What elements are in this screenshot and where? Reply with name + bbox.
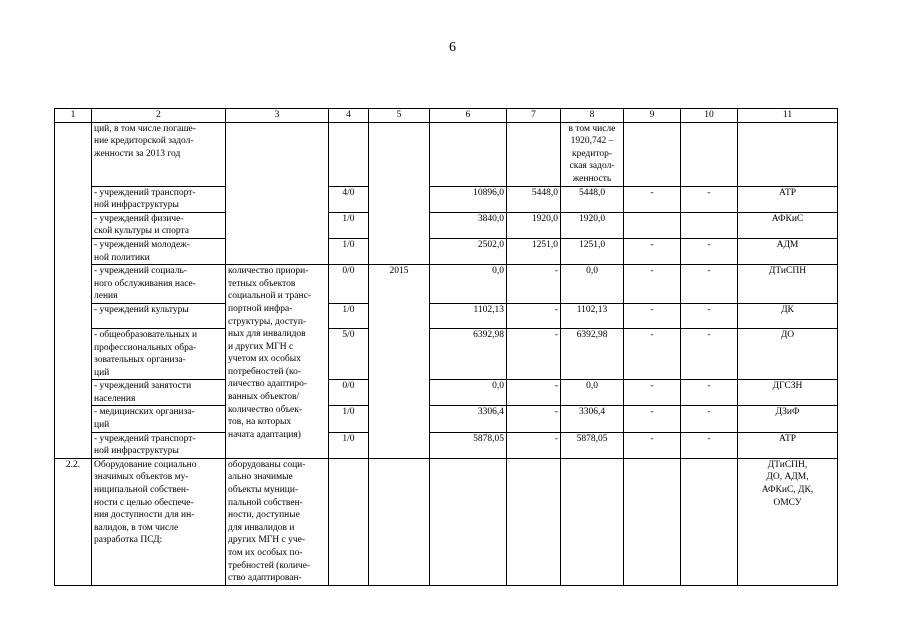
value-col8: 1102,13 <box>561 303 624 328</box>
table-row <box>55 265 838 304</box>
count-cell <box>329 122 369 186</box>
table-row <box>55 432 838 458</box>
value-col6: 5878,05 <box>430 432 507 458</box>
row-description: - медицинских организа- ций <box>92 406 226 432</box>
count-cell: 4/0 <box>329 186 369 212</box>
value-col9: - <box>624 406 681 432</box>
value-col10: - <box>681 328 738 379</box>
year-cell <box>369 122 430 186</box>
count-cell <box>329 458 369 585</box>
value-col6: 10896,0 <box>430 186 507 212</box>
executor-cell: ДТиСПН <box>738 265 838 304</box>
indicator-cell <box>226 238 329 264</box>
value-col6: 3306,4 <box>430 406 507 432</box>
row-description: - учреждений физиче- ской культуры и спорта <box>92 212 226 238</box>
table-row <box>55 328 838 379</box>
value-col7: - <box>507 303 561 328</box>
value-col6 <box>430 458 507 585</box>
value-col8 <box>561 458 624 585</box>
executor-cell: ДО <box>738 328 838 379</box>
indicator-description: оборудованы соци- ально значимые объекты муници- пальной собствен- ности, доступные для инвалидов и других МГН с уче- том их особых по- требностей (количе- ство адаптирован- <box>226 458 329 585</box>
column-header: 6 <box>430 109 507 123</box>
page-number: 6 <box>449 40 456 55</box>
value-col10 <box>681 212 738 238</box>
value-col8: 6392,98 <box>561 328 624 379</box>
count-cell: 5/0 <box>329 328 369 379</box>
value-col8: 5448,0 <box>561 186 624 212</box>
program-table <box>54 108 838 586</box>
executor-cell: АТР <box>738 186 838 212</box>
executor-cell: ДК <box>738 303 838 328</box>
row-number-cell: 2.2. <box>55 458 92 585</box>
value-col6: 3840,0 <box>430 212 507 238</box>
value-col7: 1920,0 <box>507 212 561 238</box>
value-col6: 2502,0 <box>430 238 507 264</box>
value-col10: - <box>681 432 738 458</box>
row-description: - учреждений молодеж- ной политики <box>92 238 226 264</box>
column-header: 9 <box>624 109 681 123</box>
header-row <box>55 109 838 123</box>
executor-cell: ДТиСПН, ДО, АДМ, АФКиС, ДК, ОМСУ <box>738 458 838 585</box>
table-row <box>55 122 838 186</box>
value-col10: - <box>681 406 738 432</box>
year-cell: 2015 <box>369 265 430 459</box>
row-description: ций, в том числе погаше- ние кредиторской задол- женности за 2013 год <box>92 122 226 186</box>
value-col8: 1251,0 <box>561 238 624 264</box>
table-row <box>55 458 838 585</box>
executor-cell: ДГСЗН <box>738 380 838 406</box>
value-col7: - <box>507 380 561 406</box>
value-col8: в том числе 1920,742 – кредитор- ская задол- женность <box>561 122 624 186</box>
executor-cell: АТР <box>738 432 838 458</box>
count-cell: 1/0 <box>329 406 369 432</box>
value-col7: - <box>507 406 561 432</box>
value-col7 <box>507 458 561 585</box>
row-description: - учреждений социаль- ного обслуживания насе- ления <box>92 265 226 304</box>
value-col9 <box>624 458 681 585</box>
executor-cell: АДМ <box>738 238 838 264</box>
value-col9: - <box>624 303 681 328</box>
row-description: - учреждений транспорт- ной инфраструктуры <box>92 186 226 212</box>
value-col10: - <box>681 238 738 264</box>
column-header: 2 <box>92 109 226 123</box>
value-col9: - <box>624 265 681 304</box>
row-description: - учреждений культуры <box>92 303 226 328</box>
value-col10 <box>681 458 738 585</box>
row-description: Оборудование социально значимых объектов му- ниципальной собствен- ности с целью обеспече- ния доступности для ин- валидов, в том числе разработка ПСД: <box>92 458 226 585</box>
row-description: - учреждений транспорт- ной инфраструктуры <box>92 432 226 458</box>
table-row <box>55 406 838 432</box>
value-col9 <box>624 212 681 238</box>
table-row <box>55 186 838 212</box>
count-cell: 1/0 <box>329 212 369 238</box>
count-cell: 1/0 <box>329 432 369 458</box>
count-cell: 0/0 <box>329 380 369 406</box>
value-col9: - <box>624 432 681 458</box>
value-col9: - <box>624 380 681 406</box>
value-col9: - <box>624 238 681 264</box>
row-description: - учреждений занятости населения <box>92 380 226 406</box>
year-cell <box>369 238 430 264</box>
column-header: 1 <box>55 109 92 123</box>
value-col6 <box>430 122 507 186</box>
value-col8: 1920,0 <box>561 212 624 238</box>
executor-cell: ДЗиФ <box>738 406 838 432</box>
value-col10: - <box>681 186 738 212</box>
value-col6: 1102,13 <box>430 303 507 328</box>
value-col7: - <box>507 265 561 304</box>
value-col9: - <box>624 186 681 212</box>
indicator-cell <box>226 186 329 212</box>
column-header: 7 <box>507 109 561 123</box>
table-row <box>55 212 838 238</box>
table-row <box>55 380 838 406</box>
column-header: 5 <box>369 109 430 123</box>
column-header: 11 <box>738 109 838 123</box>
column-header: 10 <box>681 109 738 123</box>
value-col7: - <box>507 328 561 379</box>
value-col8: 5878,05 <box>561 432 624 458</box>
column-header: 3 <box>226 109 329 123</box>
year-cell <box>369 186 430 212</box>
executor-cell <box>738 122 838 186</box>
count-cell: 1/0 <box>329 303 369 328</box>
table-row <box>55 303 838 328</box>
value-col10: - <box>681 380 738 406</box>
indicator-cell <box>226 212 329 238</box>
row-description: - общеобразовательных и профессиональных обра- зовательных организа- ций <box>92 328 226 379</box>
value-col8: 0,0 <box>561 380 624 406</box>
year-cell <box>369 212 430 238</box>
value-col6: 6392,98 <box>430 328 507 379</box>
indicator-cell <box>226 122 329 186</box>
column-header: 8 <box>561 109 624 123</box>
column-header: 4 <box>329 109 369 123</box>
value-col6: 0,0 <box>430 265 507 304</box>
indicator-description: количество приори- тетных объектов социальной и транс- портной инфра- структуры, доступ- ных для инвалидов и других МГН с учетом их особых потребностей (ко- личество адаптиро- ванных объектов/ количество объек- тов, на которых начата адаптация) <box>226 265 329 459</box>
value-col7 <box>507 122 561 186</box>
value-col10: - <box>681 303 738 328</box>
value-col9 <box>624 122 681 186</box>
value-col6: 0,0 <box>430 380 507 406</box>
year-cell <box>369 458 430 585</box>
value-col8: 3306,4 <box>561 406 624 432</box>
value-col7: 1251,0 <box>507 238 561 264</box>
value-col10 <box>681 122 738 186</box>
executor-cell: АФКиС <box>738 212 838 238</box>
count-cell: 0/0 <box>329 265 369 304</box>
value-col9: - <box>624 328 681 379</box>
value-col7: - <box>507 432 561 458</box>
row-number-cell <box>55 122 92 458</box>
count-cell: 1/0 <box>329 238 369 264</box>
value-col10: - <box>681 265 738 304</box>
table-row <box>55 238 838 264</box>
value-col7: 5448,0 <box>507 186 561 212</box>
value-col8: 0,0 <box>561 265 624 304</box>
